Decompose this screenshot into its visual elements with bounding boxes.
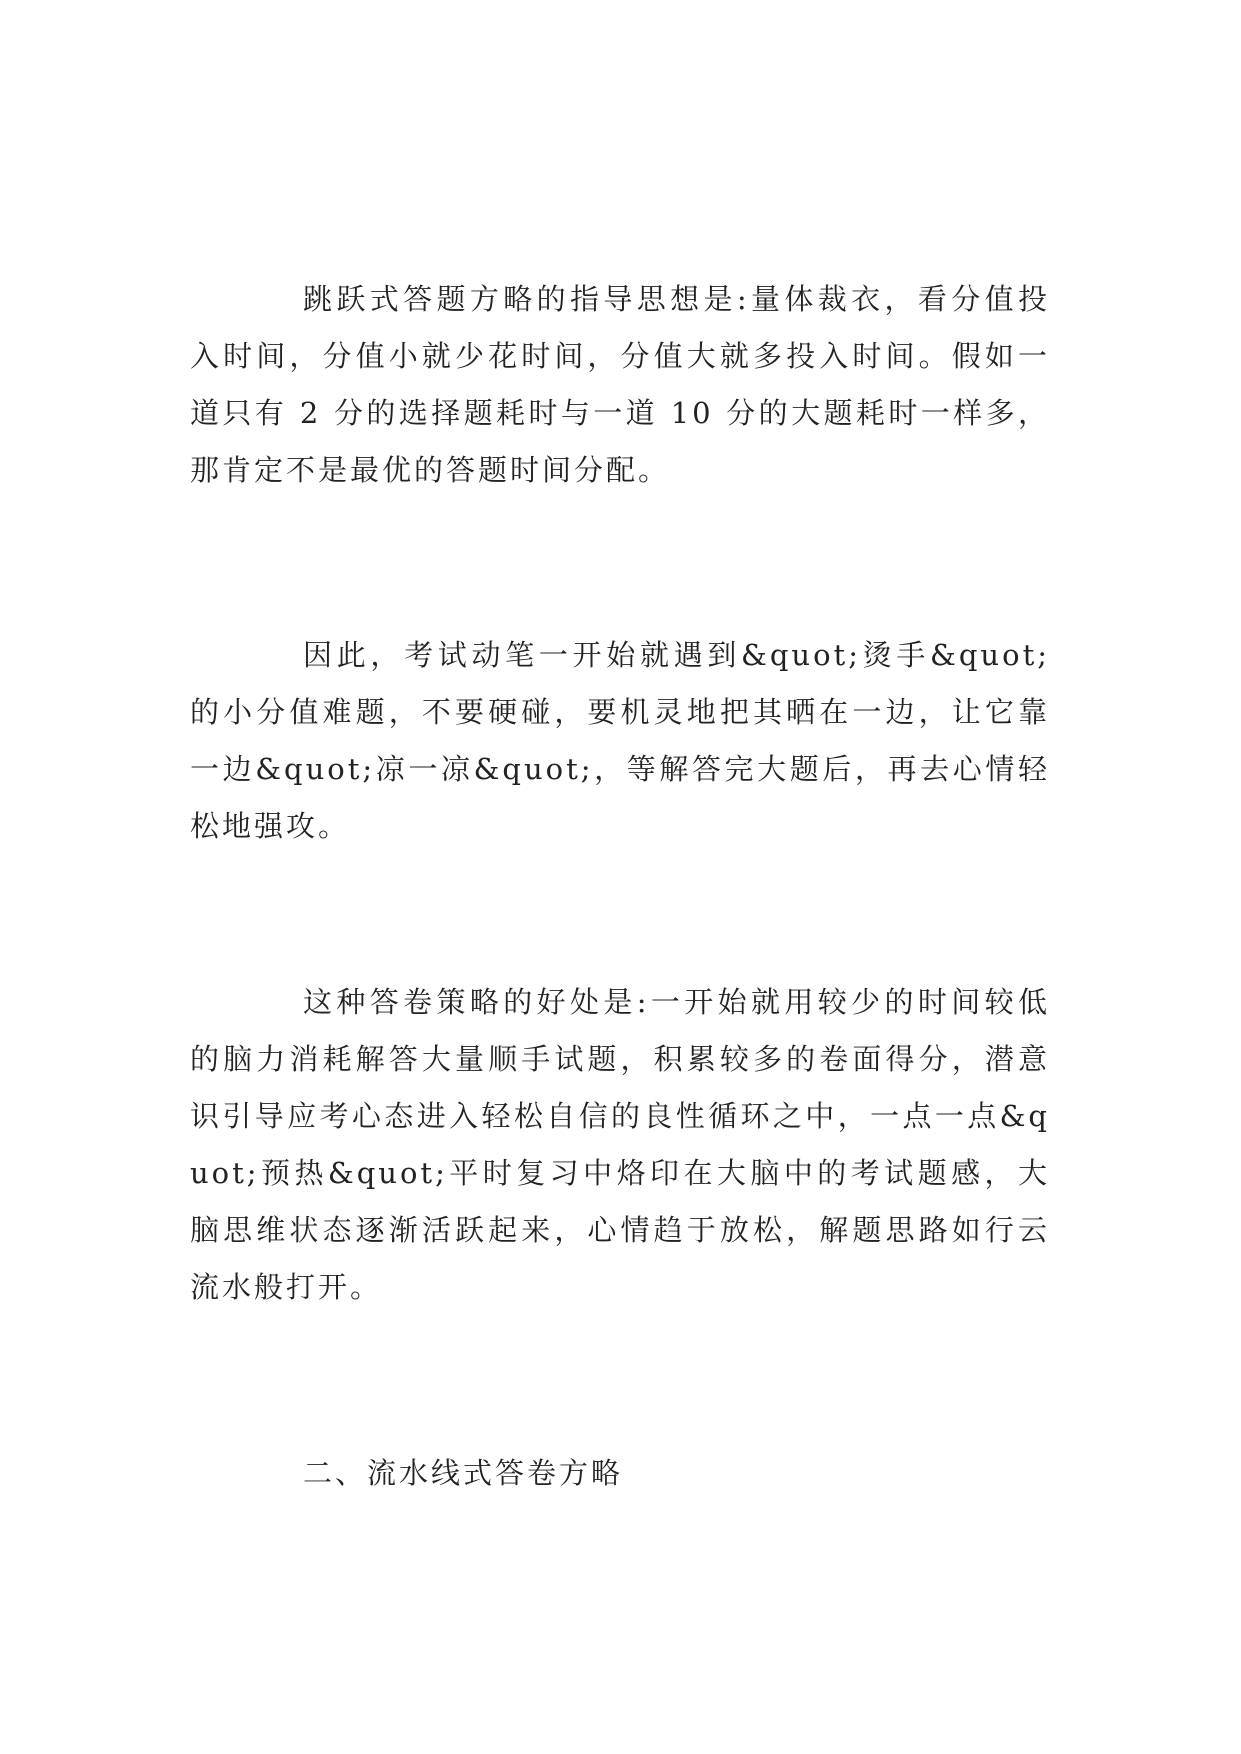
paragraph-skip-hard-questions: 因此，考试动笔一开始就遇到&quot;烫手&quot;的小分值难题，不要硬碰，要机灵地把其晒在一边，让它靠一边&quot;凉一凉&quot;，等解答完大题后，再去心情轻松地强攻。 [190, 638, 1050, 843]
section-heading: 二、流水线式答卷方略 [303, 1456, 624, 1490]
paragraph-answer-strategy: 跳跃式答题方略的指导思想是:量体裁衣，看分值投入时间，分值小就少花时间，分值大就多投入时间。假如一道只有 2 分的选择题耗时与一道 10 分的大题耗时一样多，那肯定不是最优的答题时间分配。 [190, 282, 1050, 487]
paragraph-strategy-benefits: 这种答卷策略的好处是:一开始就用较少的时间较低的脑力消耗解答大量顺手试题，积累较多的卷面得分，潜意识引导应考心态进入轻松自信的良性循环之中，一点一点&quot;预热&quot;平时复习中烙印在大脑中的考试题感，大脑思维状态逐渐活跃起来，心情趋于放松，解题思路如行云流水般打开。 [190, 985, 1050, 1304]
